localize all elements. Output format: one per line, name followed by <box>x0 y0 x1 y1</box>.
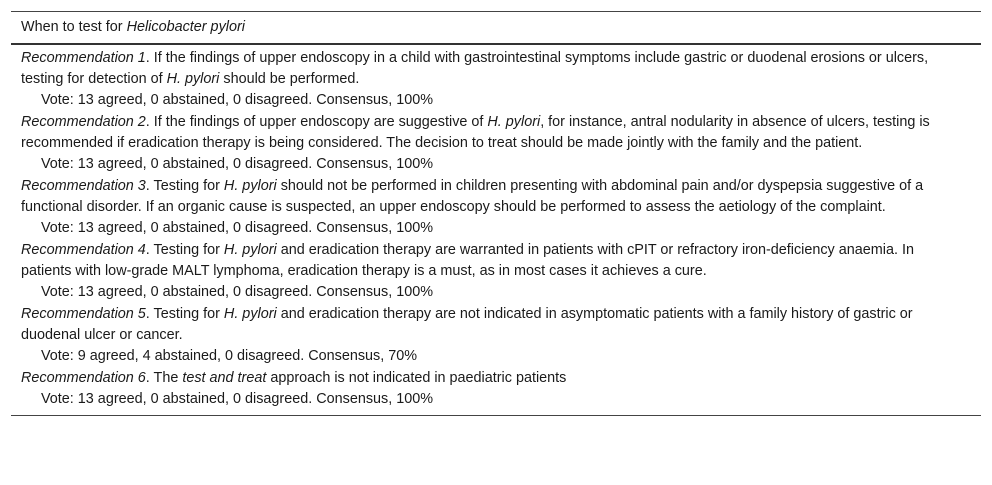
recommendation-text: and eradication therapy are warranted in patients with cPIT or refractory iron-deficiency anaemia. In patients with low-grade MALT lymphoma, eradication therapy is a must, as in most cases it achieves a cure. <box>21 242 914 279</box>
recommendation-label: Recommendation 6 <box>21 370 146 386</box>
organism-name: H. pylori <box>166 71 220 87</box>
recommendation-text: . Testing for <box>145 178 224 194</box>
vote-5: Vote: 9 agreed, 4 abstained, 0 disagreed. Consensus, 70% <box>41 348 418 364</box>
vote-4: Vote: 13 agreed, 0 abstained, 0 disagreed. Consensus, 100% <box>41 284 434 300</box>
vote-6: Vote: 13 agreed, 0 abstained, 0 disagreed. Consensus, 100% <box>41 391 434 407</box>
vote-2: Vote: 13 agreed, 0 abstained, 0 disagreed. Consensus, 100% <box>41 156 434 172</box>
recommendation-1 <box>21 48 945 90</box>
organism-name: H. pylori <box>223 178 277 194</box>
header-organism: Helicobacter pylori <box>126 19 245 35</box>
organism-name: H. pylori <box>223 242 277 258</box>
recommendation-text: . The <box>145 370 183 386</box>
recommendation-text: . If the findings of upper endoscopy are suggestive of <box>145 114 488 130</box>
emphasis-phrase: test and treat <box>182 370 267 386</box>
table-header <box>11 11 981 45</box>
recommendation-label: Recommendation 1 <box>21 50 146 66</box>
recommendation-label: Recommendation 5 <box>21 306 146 322</box>
recommendation-2 <box>21 112 945 154</box>
vote-3: Vote: 13 agreed, 0 abstained, 0 disagreed. Consensus, 100% <box>41 220 434 236</box>
recommendation-text: and eradication therapy are not indicated in asymptomatic patients with a family history of gastric or duodenal ulcer or cancer. <box>21 306 913 343</box>
recommendation-text: . If the findings of upper endoscopy in a child with gastrointestinal symptoms include gastric or duodenal erosions or ulcers, testing for detection of <box>21 50 929 87</box>
recommendation-5 <box>21 304 945 346</box>
recommendation-text: , for instance, antral nodularity in absence of ulcers, testing is recommended if eradication therapy is being considered. The decision to treat should be made jointly with the family and the patient. <box>21 114 930 151</box>
organism-name: H. pylori <box>487 114 541 130</box>
vote-1: Vote: 13 agreed, 0 abstained, 0 disagreed. Consensus, 100% <box>41 92 434 108</box>
recommendation-label: Recommendation 2 <box>21 114 146 130</box>
recommendation-text: should not be performed in children presenting with abdominal pain and/or dyspepsia suggestive of a functional disorder. If an organic cause is suspected, an upper endoscopy should be performed to assess the aetiology of the complaint. <box>21 178 924 215</box>
recommendation-label: Recommendation 3 <box>21 178 146 194</box>
header-prefix: When to test for <box>21 19 127 35</box>
recommendation-text: . Testing for <box>145 242 224 258</box>
recommendation-3 <box>21 176 945 218</box>
recommendation-text: approach is not indicated in paediatric patients <box>266 370 567 386</box>
recommendation-text: . Testing for <box>145 306 224 322</box>
recommendation-4 <box>21 240 945 282</box>
recommendations-table <box>11 11 981 416</box>
table-body <box>11 45 981 416</box>
recommendation-6 <box>21 368 945 389</box>
recommendation-label: Recommendation 4 <box>21 242 146 258</box>
organism-name: H. pylori <box>223 306 277 322</box>
recommendation-text: should be performed. <box>219 71 360 87</box>
